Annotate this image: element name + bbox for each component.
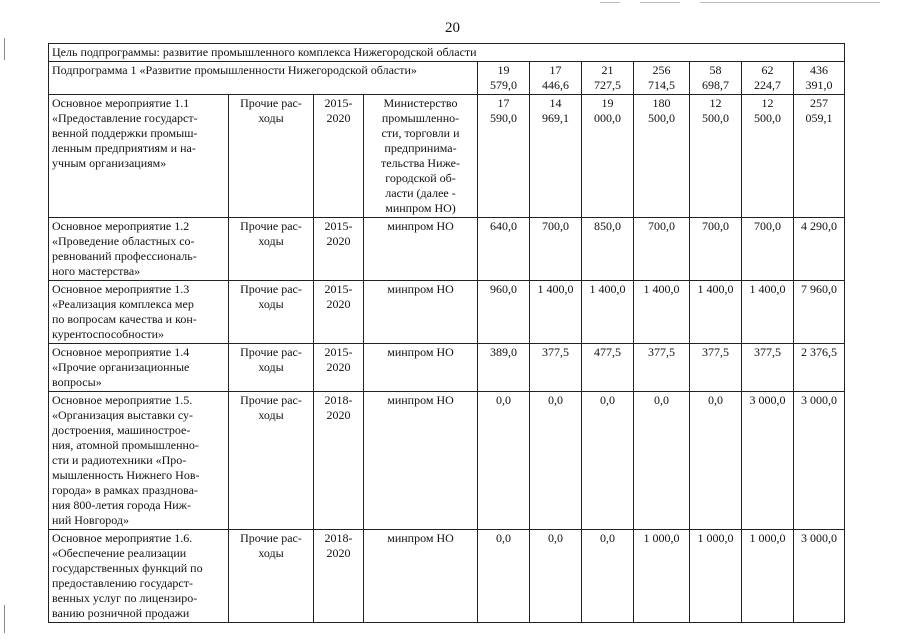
- funding-value: 0,0: [582, 530, 634, 623]
- funding-value: 700,0: [690, 218, 742, 281]
- executor: Министерство промышленно- сти, торговли и предпринима- тельства Ниже- городской об- ласти (далее - минпром НО): [364, 95, 478, 218]
- funding-value: 377,5: [742, 344, 794, 392]
- measure-row: [49, 344, 845, 392]
- goal-cell: Цель подпрограммы: развитие промышленного комплекса Нижегородской области: [49, 44, 845, 62]
- funding-value: 2 376,5: [794, 344, 845, 392]
- measure-row: [49, 530, 845, 623]
- subprogram-title: Подпрограмма 1 «Развитие промышленности Нижегородской области»: [49, 62, 478, 95]
- funding-value: 960,0: [478, 281, 530, 344]
- expense-type: Прочие рас- ходы: [229, 95, 314, 218]
- funding-value: 377,5: [690, 344, 742, 392]
- subprogram-value: 17 446,6: [530, 62, 582, 95]
- subprogram-value: 436 391,0: [794, 62, 845, 95]
- funding-value: 3 000,0: [742, 392, 794, 530]
- funding-value: 7 960,0: [794, 281, 845, 344]
- funding-value: 0,0: [582, 392, 634, 530]
- subprogram-row: [49, 62, 845, 95]
- funding-value: 477,5: [582, 344, 634, 392]
- measure-name: Основное мероприятие 1.5. «Организация выставки су- достроения, машинострое- ния, атомной промышленно- сти и радиотехники «Про- мышленность Нижнего Нов- города» в рамках празднова- ния 800-летия города Ниж- ний Новгород»: [49, 392, 229, 530]
- funding-value: 0,0: [478, 530, 530, 623]
- expense-type: Прочие рас- ходы: [229, 218, 314, 281]
- period: 2015- 2020: [314, 344, 364, 392]
- funding-value: 0,0: [634, 392, 690, 530]
- budget-table: [48, 43, 845, 623]
- margin-mark: [4, 38, 5, 60]
- funding-value: 257 059,1: [794, 95, 845, 218]
- funding-value: 700,0: [742, 218, 794, 281]
- funding-value: 700,0: [530, 218, 582, 281]
- measure-name: Основное мероприятие 1.3 «Реализация комплекса мер по вопросам качества и кон- курентоспособности»: [49, 281, 229, 344]
- subprogram-value: 19 579,0: [478, 62, 530, 95]
- funding-value: 12 500,0: [742, 95, 794, 218]
- measure-row: [49, 392, 845, 530]
- funding-value: 389,0: [478, 344, 530, 392]
- funding-value: 4 290,0: [794, 218, 845, 281]
- expense-type: Прочие рас- ходы: [229, 344, 314, 392]
- funding-value: 12 500,0: [690, 95, 742, 218]
- goal-row: [49, 44, 845, 62]
- scan-dash: [600, 2, 620, 3]
- funding-value: 0,0: [478, 392, 530, 530]
- funding-value: 1 400,0: [530, 281, 582, 344]
- funding-value: 1 400,0: [742, 281, 794, 344]
- period: 2018- 2020: [314, 530, 364, 623]
- measure-name: Основное мероприятие 1.2 «Проведение областных со- ревнований профессиональ- ного мастерства»: [49, 218, 229, 281]
- funding-value: 14 969,1: [530, 95, 582, 218]
- funding-value: 1 400,0: [690, 281, 742, 344]
- measure-name: Основное мероприятие 1.1 «Предоставление государст- венной поддержки промыш- ленным предприятиям и на- учным организациям»: [49, 95, 229, 218]
- executor: минпром НО: [364, 392, 478, 530]
- funding-value: 1 000,0: [634, 530, 690, 623]
- funding-value: 0,0: [530, 530, 582, 623]
- funding-value: 850,0: [582, 218, 634, 281]
- executor: минпром НО: [364, 281, 478, 344]
- subprogram-value: 62 224,7: [742, 62, 794, 95]
- funding-value: 700,0: [634, 218, 690, 281]
- funding-value: 17 590,0: [478, 95, 530, 218]
- margin-mark: [4, 605, 5, 633]
- funding-value: 180 500,0: [634, 95, 690, 218]
- subprogram-value: 21 727,5: [582, 62, 634, 95]
- measure-name: Основное мероприятие 1.4 «Прочие организационные вопросы»: [49, 344, 229, 392]
- expense-type: Прочие рас- ходы: [229, 281, 314, 344]
- funding-value: 0,0: [690, 392, 742, 530]
- subprogram-value: 58 698,7: [690, 62, 742, 95]
- expense-type: Прочие рас- ходы: [229, 530, 314, 623]
- period: 2015- 2020: [314, 95, 364, 218]
- period: 2018- 2020: [314, 392, 364, 530]
- page-number: 20: [445, 20, 460, 36]
- period: 2015- 2020: [314, 281, 364, 344]
- funding-value: 1 000,0: [690, 530, 742, 623]
- executor: минпром НО: [364, 218, 478, 281]
- funding-value: 640,0: [478, 218, 530, 281]
- funding-value: 19 000,0: [582, 95, 634, 218]
- measure-name: Основное мероприятие 1.6. «Обеспечение реализации государственных функций по предоставлению государст- венных услуг по лицензиро- ванию розничной продажи: [49, 530, 229, 623]
- funding-value: 1 400,0: [634, 281, 690, 344]
- funding-value: 1 000,0: [742, 530, 794, 623]
- measure-row: [49, 95, 845, 218]
- funding-value: 377,5: [530, 344, 582, 392]
- funding-value: 1 400,0: [582, 281, 634, 344]
- funding-value: 3 000,0: [794, 530, 845, 623]
- period: 2015- 2020: [314, 218, 364, 281]
- measure-row: [49, 281, 845, 344]
- executor: минпром НО: [364, 344, 478, 392]
- funding-value: 3 000,0: [794, 392, 845, 530]
- measure-row: [49, 218, 845, 281]
- funding-value: 377,5: [634, 344, 690, 392]
- funding-value: 0,0: [530, 392, 582, 530]
- executor: минпром НО: [364, 530, 478, 623]
- scan-dash: [640, 2, 680, 3]
- scan-dash: [700, 2, 880, 3]
- subprogram-value: 256 714,5: [634, 62, 690, 95]
- expense-type: Прочие рас- ходы: [229, 392, 314, 530]
